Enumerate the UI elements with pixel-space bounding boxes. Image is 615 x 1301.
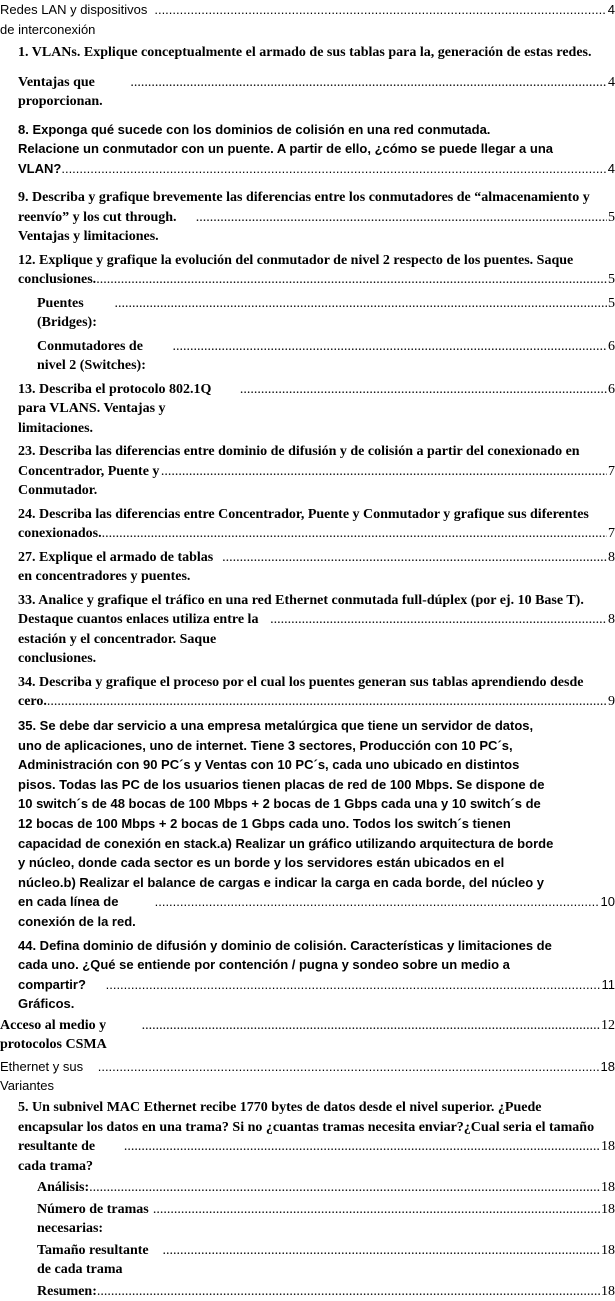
toc-leader-dots (97, 1282, 600, 1301)
toc-entry[interactable] (0, 1282, 615, 1301)
toc-entry-text: Acceso al medio y protocolos CSMA (0, 1016, 142, 1055)
toc-entry[interactable] (0, 716, 615, 932)
toc-leader-dots (153, 1200, 600, 1220)
toc-entry[interactable] (0, 936, 615, 1014)
toc-entry[interactable] (0, 548, 615, 587)
toc-page-number: 18 (600, 1241, 615, 1261)
toc-entry[interactable] (0, 1057, 615, 1096)
toc-entry-text: encapsular los datos en una trama? Si no ¿cuantas tramas necesita enviar?¿Cual seria el tamaño (18, 1118, 594, 1138)
toc-entry-text: Número de tramas necesarias: (37, 1200, 153, 1239)
toc-page-number: 10 (600, 892, 615, 912)
toc-entry[interactable] (0, 73, 615, 112)
toc-entry[interactable] (0, 1200, 615, 1239)
toc-leader-dots (162, 1241, 600, 1261)
toc-entry-text: Destaque cuantos enlaces utiliza entre la estación y el concentrador. Saque conclusiones. (18, 610, 270, 669)
toc-page-number: 12 (600, 1016, 615, 1036)
toc-entry-text: 34. Describa y grafique el proceso por el cual los puentes generan sus tablas aprendiendo desde (18, 673, 583, 693)
toc-leader-dots (142, 1016, 600, 1036)
toc-entry-text: cada uno. ¿Qué se entiende por contención / pugna y sondeo sobre un medio a (18, 955, 510, 975)
toc-entry-text: 23. Describa las diferencias entre dominio de difusión y de colisión a partir del conexionado en (18, 442, 580, 462)
toc-page-number: 5 (607, 294, 615, 314)
toc-page-number: 18 (600, 1282, 615, 1301)
toc-entry-text: 10 switch´s de 48 bocas de 100 Mbps + 2 bocas de 1 Gbps cada una y 10 switch´s de (18, 794, 541, 814)
toc-leader-dots (130, 73, 607, 93)
toc-entry[interactable] (0, 188, 615, 247)
toc-leader-dots (155, 892, 600, 912)
toc-leader-dots (96, 270, 607, 290)
toc-leader-dots (102, 524, 607, 544)
toc-entry-text: 35. Se debe dar servicio a una empresa metalúrgica que tiene un servidor de datos, (18, 716, 533, 736)
toc-entry-text: Ventajas que proporcionan. (18, 73, 130, 112)
toc-entry-text: Puentes (Bridges): (37, 294, 114, 333)
toc-entry-text: Conmutadores de nivel 2 (Switches): (37, 337, 173, 376)
toc-leader-dots (61, 159, 606, 179)
toc-entry[interactable] (0, 1098, 615, 1176)
toc-page-number: 18 (600, 1200, 615, 1220)
toc-page-number: 6 (607, 337, 615, 357)
toc-entry-text: y núcleo, donde cada sector es un borde y los servidores están ubicados en el (18, 853, 504, 873)
toc-entry-text: Resumen: (37, 1282, 97, 1301)
toc-entry-text: 27. Explique el armado de tablas en concentradores y puentes. (18, 548, 222, 587)
toc-entry[interactable] (0, 442, 615, 501)
toc-entry-text: reenvío” y los cut through. Ventajas y limitaciones. (18, 208, 196, 247)
toc-page-number: 18 (600, 1178, 615, 1198)
toc-entry-text: Tamaño resultante de cada trama (37, 1241, 162, 1280)
toc-entry-text: 1. VLANs. Explique conceptualmente el armado de sus tablas para la, generación de estas redes. (18, 43, 591, 63)
toc-page-number: 7 (607, 462, 615, 482)
toc-leader-dots (270, 610, 607, 630)
toc-entry-text: 12 bocas de 100 Mbps + 2 bocas de 1 Gbps cada uno. Todos los switch´s tienen (18, 814, 511, 834)
toc-page-number: 8 (607, 548, 615, 568)
toc-leader-dots (222, 548, 607, 568)
toc-leader-dots (114, 294, 607, 314)
toc-leader-dots (196, 208, 607, 228)
toc-entry-text: 24. Describa las diferencias entre Concentrador, Puente y Conmutador y grafique sus diferentes (18, 505, 589, 525)
toc-entry-text: pisos. Todas las PC de los usuarios tienen placas de red de 100 Mbps. Se dispone de (18, 775, 544, 795)
toc-page-number: 18 (600, 1057, 615, 1077)
toc-entry-text: Ethernet y sus Variantes (0, 1057, 98, 1096)
toc-entry-text: 44. Defina dominio de difusión y dominio de colisión. Características y limitaciones de (18, 936, 552, 956)
toc-entry[interactable] (0, 591, 615, 669)
toc-entry-text: capacidad de conexión en stack.a) Realizar un gráfico utilizando arquitectura de borde (18, 834, 553, 854)
toc-entry[interactable] (0, 120, 615, 179)
toc-leader-dots (89, 1178, 600, 1198)
toc-entry-text: resultante de cada trama? (18, 1137, 124, 1176)
toc-entry-text: conexionados. (18, 524, 102, 544)
toc-entry-text: Administración con 90 PC´s y Ventas con 10 PC´s, cada uno ubicado en distintos (18, 755, 519, 775)
toc-entry-text: 9. Describa y grafique brevemente las diferencias entre los conmutadores de “almacenamiento y (18, 188, 590, 208)
toc-entry-text: 13. Describa el protocolo 802.1Q para VLANS. Ventajas y limitaciones. (18, 380, 240, 439)
toc-leader-dots (173, 337, 608, 357)
toc-entry-text: 8. Exponga qué sucede con los dominios de colisión en una red conmutada. (18, 120, 490, 140)
toc-page-number: 9 (607, 692, 615, 712)
toc-page-number: 11 (601, 975, 615, 995)
toc-leader-dots (106, 975, 601, 995)
toc-entry-text: Relacione un conmutador con un puente. A partir de ello, ¿cómo se puede llegar a una (18, 139, 553, 159)
toc-page-number: 5 (607, 270, 615, 290)
toc-page-number: 4 (607, 73, 615, 93)
toc-entry-text: cero. (18, 692, 47, 712)
toc-entry-text: VLAN? (18, 159, 61, 179)
toc-entry[interactable] (0, 337, 615, 376)
toc-entry[interactable] (0, 1241, 615, 1280)
toc-page-number: 8 (607, 610, 615, 630)
toc-leader-dots (98, 1057, 600, 1077)
toc-page-number: 4 (607, 0, 615, 20)
toc-entry[interactable] (0, 1178, 615, 1198)
toc-entry[interactable] (0, 1016, 615, 1055)
toc-entry[interactable] (0, 0, 615, 39)
toc-page-number: 7 (607, 524, 615, 544)
toc-leader-dots (240, 380, 607, 400)
toc-page-number: 5 (607, 208, 615, 228)
toc-entry-text: 12. Explique y grafique la evolución del conmutador de nivel 2 respecto de los puentes. Saque (18, 251, 573, 271)
toc-entry-text: en cada línea de conexión de la red. (18, 892, 155, 931)
toc-entry-text: Redes LAN y dispositivos de interconexión (0, 0, 154, 39)
toc-entry-text: 33. Analice y grafique el tráfico en una red Ethernet conmutada full-dúplex (por ej. 10 Base T). (18, 591, 584, 611)
toc-entry-text: 5. Un subnivel MAC Ethernet recibe 1770 bytes de datos desde el nivel superior. ¿Puede (18, 1098, 541, 1118)
toc-leader-dots (154, 0, 606, 20)
toc-leader-dots (161, 462, 607, 482)
toc-leader-dots (47, 692, 607, 712)
toc-entry[interactable] (0, 251, 615, 290)
toc-leader-dots (124, 1137, 600, 1157)
toc-entry-text: conclusiones. (18, 270, 96, 290)
toc-entry-text: Concentrador, Puente y Conmutador. (18, 462, 161, 501)
toc-entry[interactable] (0, 294, 615, 333)
toc-entry-text: uno de aplicaciones, uno de internet. Tiene 3 sectores, Producción con 10 PC´s, (18, 736, 513, 756)
toc-entry[interactable] (0, 43, 615, 63)
toc-entry[interactable] (0, 505, 615, 544)
toc-entry[interactable] (0, 673, 615, 712)
toc-page-number: 6 (607, 380, 615, 400)
toc-entry-text: compartir? Gráficos. (18, 975, 106, 1014)
toc-entry[interactable] (0, 380, 615, 439)
toc-page-number: 18 (600, 1137, 615, 1157)
toc-entry-text: núcleo.b) Realizar el balance de cargas e indicar la carga en cada borde, del núcleo y (18, 873, 544, 893)
toc-page-number: 4 (607, 159, 615, 179)
toc-entry-text: Análisis: (37, 1178, 89, 1198)
